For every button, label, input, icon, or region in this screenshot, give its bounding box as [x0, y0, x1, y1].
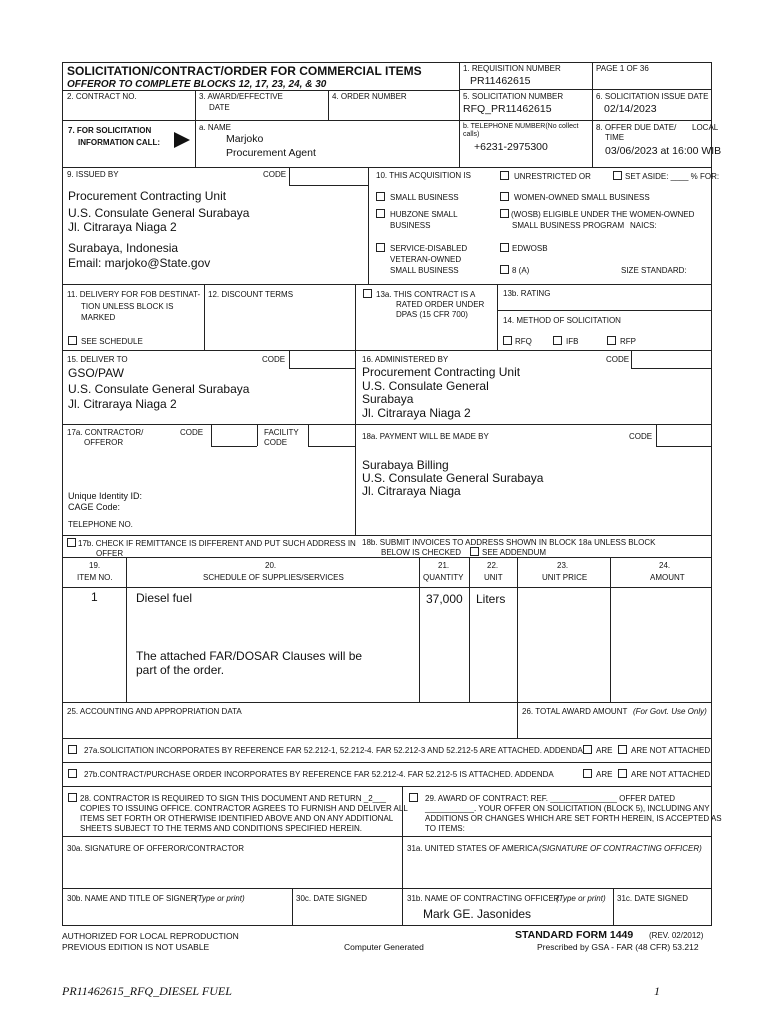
- eight-a-label: 8 (A): [512, 266, 530, 275]
- payment-line-3: Jl. Citraraya Niaga: [362, 484, 461, 498]
- col-quantity-num: 21.: [438, 561, 450, 570]
- edwosb-checkbox[interactable]: [500, 243, 509, 252]
- offeror-signature-label: 30a. SIGNATURE OF OFFEROR/CONTRACTOR: [67, 844, 245, 853]
- contact-name: Marjoko: [226, 133, 264, 145]
- form-subtitle: OFFEROR TO COMPLETE BLOCKS 12, 17, 23, 24, & 30: [67, 79, 327, 90]
- offer-due-label: 8. OFFER DUE DATE/: [596, 123, 677, 132]
- col-unit-price-num: 23.: [557, 561, 569, 570]
- usa-signature-note: (SIGNATURE OF CONTRACTING OFFICER): [539, 844, 702, 853]
- award-date-label-2: DATE: [209, 103, 230, 112]
- col-schedule: SCHEDULE OF SUPPLIES/SERVICES: [203, 573, 344, 582]
- award-date-label: 3. AWARD/EFFECTIVE: [199, 92, 283, 101]
- contact-phone: +6231-2975300: [474, 141, 548, 153]
- deliver-to-code-label: CODE: [262, 355, 286, 364]
- hubzone-label: HUBZONE SMALL: [390, 210, 458, 219]
- issued-by-line-5: Email: marjoko@State.gov: [68, 256, 211, 270]
- contractor-code-label: CODE: [180, 428, 204, 437]
- info-call-label: 7. FOR SOLICITATION: [68, 126, 152, 135]
- wosb-label: WOMEN-OWNED SMALL BUSINESS: [514, 193, 650, 202]
- clauses-note-2: part of the order.: [136, 663, 225, 677]
- footer-form-name: STANDARD FORM 1449: [515, 929, 634, 941]
- see-addendum-label: SEE ADDENDUM: [482, 548, 547, 557]
- contractor-label-2: OFFEROR: [84, 438, 124, 447]
- 27b-are-label: ARE: [596, 770, 613, 779]
- eight-a-checkbox[interactable]: [500, 265, 509, 274]
- acquisition-label: 10. THIS ACQUISITION IS: [376, 171, 471, 180]
- deliver-to-line-3: Jl. Citraraya Niaga 2: [68, 397, 177, 411]
- form-title: SOLICITATION/CONTRACT/ORDER FOR COMMERCIAL ITEMS: [67, 64, 422, 78]
- administered-by-line-1: Procurement Contracting Unit: [362, 365, 521, 379]
- usa-signature-label: 31a. UNITED STATES OF AMERICA: [407, 844, 539, 853]
- sdvosb-label-2: VETERAN-OWNED: [390, 255, 462, 264]
- payment-line-1: Surabaya Billing: [362, 458, 449, 472]
- footer-computer-generated: Computer Generated: [344, 942, 424, 952]
- col-unit: UNIT: [484, 573, 503, 582]
- signer-name-label: 30b. NAME AND TITLE OF SIGNER: [67, 894, 197, 903]
- small-business-label: SMALL BUSINESS: [390, 193, 459, 202]
- edwosb-label: EDWOSB: [512, 244, 548, 253]
- remittance-label: 17b. CHECK IF REMITTANCE IS DIFFERENT AND PUT SUCH ADDRESS IN: [78, 539, 356, 548]
- arrow-right-icon: [174, 132, 190, 148]
- officer-name-label: 31b. NAME OF CONTRACTING OFFICER: [407, 894, 560, 903]
- order-number-label: 4. ORDER NUMBER: [332, 92, 407, 101]
- facility-code-label: FACILITY: [264, 428, 299, 437]
- solicitation-number-value: RFQ_PR11462615: [463, 103, 552, 115]
- administered-by-line-2: U.S. Consulate General: [362, 379, 489, 393]
- payment-line-2: U.S. Consulate General Surabaya: [362, 471, 544, 485]
- 27a-are-label: ARE: [596, 746, 613, 755]
- cage-code-label: CAGE Code:: [68, 502, 121, 512]
- set-aside-checkbox[interactable]: [613, 171, 622, 180]
- rated-order-label: 13a. THIS CONTRACT IS A: [376, 290, 476, 299]
- deliver-to-label: 15. DELIVER TO: [67, 355, 128, 364]
- deliver-to-line-1: GSO/PAW: [68, 366, 125, 380]
- 27a-are-checkbox[interactable]: [583, 745, 592, 754]
- clauses-note: The attached FAR/DOSAR Clauses will be: [136, 649, 363, 663]
- remittance-label-2: OFFER: [96, 549, 124, 558]
- discount-terms-label: 12. DISCOUNT TERMS: [208, 290, 294, 299]
- contact-name-label: a. NAME: [199, 123, 232, 132]
- award-contract-checkbox[interactable]: [409, 793, 418, 802]
- sdvosb-label-3: SMALL BUSINESS: [390, 266, 459, 275]
- wosb-program-label: SMALL BUSINESS PROGRAM: [512, 221, 625, 230]
- deliver-to-line-2: U.S. Consulate General Surabaya: [68, 382, 250, 396]
- issued-by-label: 9. ISSUED BY: [67, 170, 119, 179]
- 27b-are-not-label: ARE NOT ATTACHED: [631, 770, 711, 779]
- rfp-checkbox[interactable]: [607, 336, 616, 345]
- ifb-checkbox[interactable]: [553, 336, 562, 345]
- payment-label: 18a. PAYMENT WILL BE MADE BY: [362, 432, 489, 441]
- clause-27a-label: 27a.SOLICITATION INCORPORATES BY REFERENCE FAR 52.212-1, 52.212-4. FAR 52.212-3 AND 52.212-5 ARE ATTACHED. ADDENDA: [84, 746, 583, 755]
- wosb-eligible-checkbox[interactable]: [500, 209, 509, 218]
- see-schedule-label: SEE SCHEDULE: [81, 337, 143, 346]
- item-number: 1: [91, 590, 98, 604]
- award-contract-text-3: ADDITIONS OR CHANGES WHICH ARE SET FORTH HEREIN, IS ACCEPTED AS: [425, 814, 722, 823]
- sdvosb-label: SERVICE-DISABLED: [390, 244, 468, 253]
- award-contract-text-1: 29. AWARD OF CONTRACT: REF. _______________ OFFER DATED: [425, 794, 676, 803]
- award-contract-text-4: TO ITEMS:: [425, 824, 465, 833]
- issued-by-line-2: U.S. Consulate General Surabaya: [68, 206, 250, 220]
- footer-authorized: AUTHORIZED FOR LOCAL REPRODUCTION: [62, 931, 239, 941]
- col-item-no-num: 19.: [89, 561, 101, 570]
- administered-by-line-4: Jl. Citraraya Niaga 2: [362, 406, 471, 420]
- telephone-label: TELEPHONE NO.: [68, 520, 133, 529]
- phone-label: b. TELEPHONE NUMBER(No collect: [463, 123, 579, 130]
- unrestricted-checkbox[interactable]: [500, 171, 509, 180]
- see-schedule-checkbox[interactable]: [68, 336, 77, 345]
- col-schedule-num: 20.: [265, 561, 277, 570]
- remittance-checkbox[interactable]: [67, 538, 76, 547]
- solicitation-date-value: 02/14/2023: [604, 103, 657, 115]
- delivery-fob-label-2: TION UNLESS BLOCK IS: [81, 302, 174, 311]
- footer-prescribed: Prescribed by GSA - FAR (48 CFR) 53.212: [537, 942, 699, 952]
- phone-label-2: calls): [463, 131, 480, 138]
- contractor-sign-text-2: COPIES TO ISSUING OFFICE. CONTRACTOR AGREES TO FURNISH AND DELIVER ALL: [80, 804, 408, 813]
- 27b-are-not-checkbox[interactable]: [618, 769, 627, 778]
- requisition-label: 1. REQUISITION NUMBER: [463, 64, 561, 73]
- set-aside-label: SET ASIDE: ____ % FOR:: [625, 172, 720, 181]
- contracting-officer-name: Mark GE. Jasonides: [423, 907, 532, 921]
- offer-due-value: 03/06/2023 at 16:00 WIB: [605, 145, 722, 157]
- wosb-checkbox[interactable]: [500, 192, 509, 201]
- contractor-sign-text-4: SHEETS SUBJECT TO THE TERMS AND CONDITIONS SPECIFIED HEREIN.: [80, 824, 362, 833]
- footer-previous-edition: PREVIOUS EDITION IS NOT USABLE: [62, 942, 210, 952]
- contractor-sign-text-3: ITEMS SET FORTH OR OTHERWISE IDENTIFIED ABOVE AND ON ANY ADDITIONAL: [80, 814, 394, 823]
- col-item-no: ITEM NO.: [77, 573, 113, 582]
- rated-order-label-3: DPAS (15 CFR 700): [396, 310, 468, 319]
- col-unit-num: 22.: [487, 561, 499, 570]
- rfp-label: RFP: [620, 337, 636, 346]
- facility-code-label-2: CODE: [264, 438, 288, 447]
- col-quantity: QUANTITY: [423, 573, 464, 582]
- see-addendum-checkbox[interactable]: [470, 547, 479, 556]
- rfq-label: RFQ: [515, 337, 532, 346]
- contractor-label: 17a. CONTRACTOR/: [67, 428, 144, 437]
- requisition-value: PR11462615: [470, 75, 531, 87]
- footer-form-rev: (REV. 02/2012): [649, 931, 704, 940]
- administered-by-line-3: Surabaya: [362, 392, 414, 406]
- rated-order-checkbox[interactable]: [363, 289, 372, 298]
- invoice-label-2: BELOW IS CHECKED: [381, 548, 462, 557]
- invoice-label: 18b. SUBMIT INVOICES TO ADDRESS SHOWN IN BLOCK 18a UNLESS BLOCK: [362, 538, 656, 547]
- administered-by-label: 16. ADMINISTERED BY: [362, 355, 449, 364]
- clause-27b-checkbox[interactable]: [68, 769, 77, 778]
- issued-by-line-1: Procurement Contracting Unit: [68, 189, 227, 203]
- total-award-note: (For Govt. Use Only): [633, 707, 707, 716]
- size-standard-label: SIZE STANDARD:: [621, 266, 687, 275]
- clause-27a-checkbox[interactable]: [68, 745, 77, 754]
- ifb-label: IFB: [566, 337, 579, 346]
- item-unit: Liters: [476, 592, 506, 606]
- naics-label: NAICS:: [630, 221, 657, 230]
- wosb-eligible-label: (WOSB) ELIGIBLE UNDER THE WOMEN-OWNED: [511, 210, 695, 219]
- contact-title: Procurement Agent: [226, 147, 316, 159]
- solicitation-date-label: 6. SOLICITATION ISSUE DATE: [596, 92, 709, 101]
- award-contract-text-2: ___________. YOUR OFFER ON SOLICITATION (BLOCK 5), INCLUDING ANY: [425, 804, 710, 813]
- 27a-are-not-label: ARE NOT ATTACHED: [631, 746, 711, 755]
- signer-name-note: (Type or print): [195, 894, 245, 903]
- rating-label: 13b. RATING: [503, 289, 551, 298]
- offer-due-label-time: TIME: [605, 133, 625, 142]
- contractor-sign-text-1: 28. CONTRACTOR IS REQUIRED TO SIGN THIS DOCUMENT AND RETURN _2___: [80, 794, 386, 803]
- col-unit-price: UNIT PRICE: [542, 573, 588, 582]
- officer-date-label: 31c. DATE SIGNED: [617, 894, 688, 903]
- 27a-are-not-checkbox[interactable]: [618, 745, 627, 754]
- small-business-checkbox[interactable]: [376, 192, 385, 201]
- page-number: 1: [654, 984, 660, 998]
- col-amount-num: 24.: [659, 561, 671, 570]
- item-quantity: 37,000: [426, 592, 463, 606]
- solicitation-number-label: 5. SOLICITATION NUMBER: [463, 92, 564, 101]
- page-count: PAGE 1 OF 36: [596, 64, 649, 73]
- unrestricted-label: UNRESTRICTED OR: [514, 172, 591, 181]
- delivery-fob-label: 11. DELIVERY FOR FOB DESTINAT-: [67, 290, 201, 299]
- rfq-checkbox[interactable]: [503, 336, 512, 345]
- total-award-label: 26. TOTAL AWARD AMOUNT: [522, 707, 628, 716]
- issued-by-line-3: Jl. Citraraya Niaga 2: [68, 220, 177, 234]
- payment-code-label: CODE: [629, 432, 653, 441]
- contract-no-label: 2. CONTRACT NO.: [67, 92, 137, 101]
- unique-identity-label: Unique Identity ID:: [68, 491, 143, 501]
- rated-order-label-2: RATED ORDER UNDER: [396, 300, 485, 309]
- contractor-sign-checkbox[interactable]: [68, 793, 77, 802]
- item-description: Diesel fuel: [136, 591, 193, 605]
- col-amount: AMOUNT: [650, 573, 685, 582]
- info-call-label-2: INFORMATION CALL:: [78, 138, 161, 147]
- offeror-date-label: 30c. DATE SIGNED: [296, 894, 367, 903]
- delivery-fob-label-3: MARKED: [81, 313, 116, 322]
- issued-by-code-label: CODE: [263, 170, 287, 179]
- document-filename: PR11462615_RFQ_DIESEL FUEL: [62, 984, 232, 998]
- hubzone-checkbox[interactable]: [376, 209, 385, 218]
- clause-27b-label: 27b.CONTRACT/PURCHASE ORDER INCORPORATES BY REFERENCE FAR 52.212-4. FAR 52.212-5 IS ATTACHED. ADDENDA: [84, 770, 554, 779]
- officer-name-note: (Type or print): [556, 894, 606, 903]
- sdvosb-checkbox[interactable]: [376, 243, 385, 252]
- administered-by-code-label: CODE: [606, 355, 630, 364]
- issued-by-line-4: Surabaya, Indonesia: [68, 241, 179, 255]
- hubzone-label-2: BUSINESS: [390, 221, 431, 230]
- offer-due-label-local: LOCAL: [692, 123, 719, 132]
- accounting-label: 25. ACCOUNTING AND APPROPRIATION DATA: [67, 707, 242, 716]
- solicitation-method-label: 14. METHOD OF SOLICITATION: [503, 316, 621, 325]
- 27b-are-checkbox[interactable]: [583, 769, 592, 778]
